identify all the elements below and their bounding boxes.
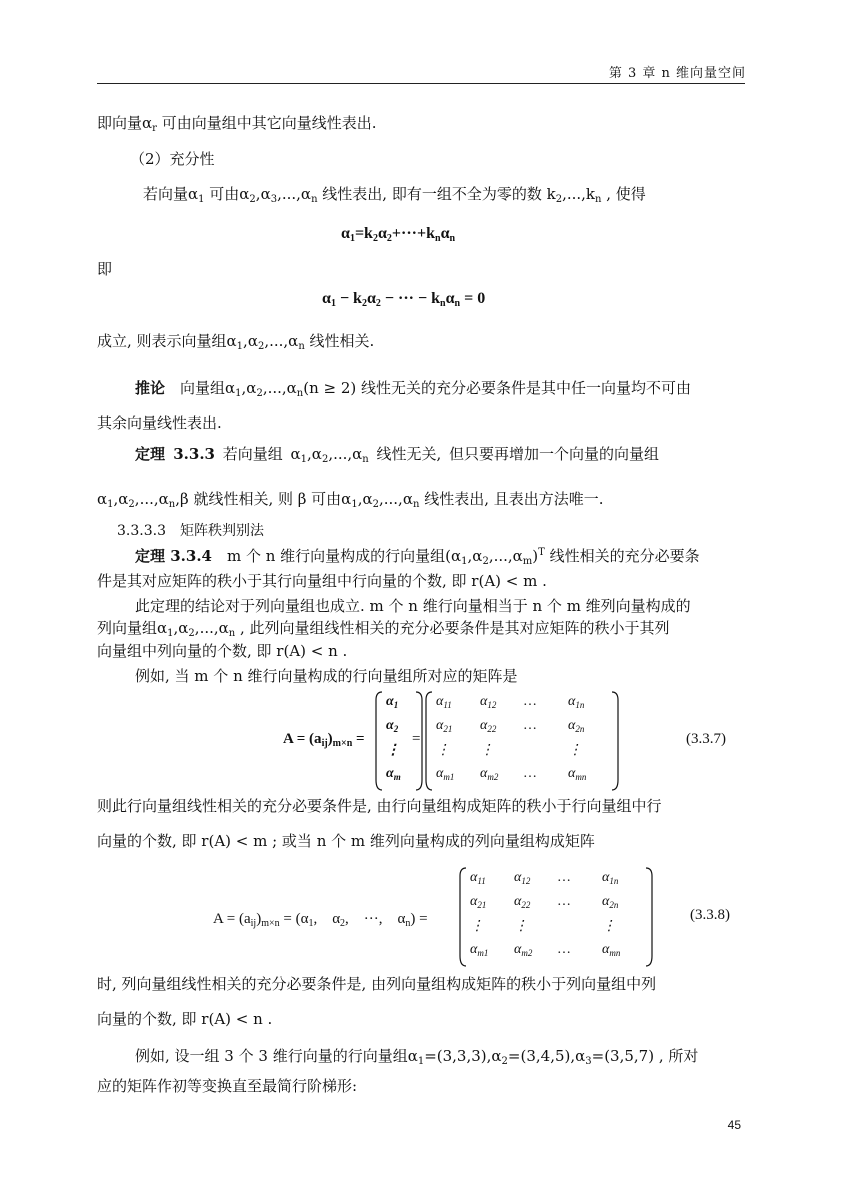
- running-header: 第 3 章 n 维向量空间: [608, 66, 746, 81]
- matrix-cell: $\alpha_{mn}$: [568, 766, 587, 782]
- equation-number: (3.3.7): [686, 731, 726, 747]
- text-line: $\alpha_1,\alpha_2,...,\alpha_n,\beta$ 就线性相关, 则 β 可由$\alpha_1,\alpha_2,...,\alpha_n$ 线性表出, 且表出方法唯一.: [97, 490, 604, 510]
- matrix-cell: $\alpha_{m1}$: [436, 766, 455, 782]
- text-line: 列向量组$\alpha_1,\alpha_2,...,\alpha_n$ , 此列向量组线性相关的充分必要条件是其对应矩阵的秩小于其列: [97, 619, 670, 639]
- matrix-cell: …: [524, 766, 537, 781]
- matrix-cell: …: [558, 942, 571, 957]
- matrix-cell: ⋮: [602, 919, 616, 934]
- matrix-cell: ⋮: [436, 743, 450, 758]
- matrix-cell: $\alpha_1$: [386, 694, 399, 710]
- matrix-cell: $\alpha_2$: [386, 718, 399, 734]
- matrix-cell: ⋮: [386, 743, 400, 758]
- bracket: [426, 692, 432, 790]
- matrix-cell: ⋮: [470, 919, 484, 934]
- matrix-cell: $\alpha_{21}$: [436, 718, 453, 734]
- text-line: 即: [97, 260, 113, 278]
- equals-sign: =: [412, 731, 421, 747]
- text-line: 其余向量线性表出.: [97, 414, 222, 432]
- text-line: 例如, 设一组 3 个 3 维行向量的行向量组$\alpha_1=(3,3,3),\alpha_2=(3,4,5),\alpha_3=(3,5,7)$ , 所对: [135, 1047, 699, 1067]
- theorem-text: 定理 3.3.4 m 个 n 维行向量构成的行向量组$(\alpha_1,\alpha_2,...,\alpha_m)^T$ 线性相关的充分必要条: [135, 547, 700, 567]
- matrix-cell: $\alpha_{12}$: [514, 870, 531, 886]
- matrix-cell: $\alpha_{m2}$: [514, 942, 533, 958]
- matrix-cell: $\alpha_{1n}$: [602, 870, 619, 886]
- text-line: 向量组中列向量的个数, 即 r(A) < n .: [97, 642, 348, 660]
- eq338-lhs: $A = (a_{ij})_{m\times n} = (\alpha_1$, $\alpha_2$, ···, $\alpha_n$) =: [213, 911, 428, 929]
- text-line: （2）充分性: [130, 150, 215, 168]
- matrix-cell: $\alpha_{m1}$: [470, 942, 489, 958]
- bracket: [376, 692, 382, 790]
- bracket: [612, 692, 618, 790]
- matrix-cell: …: [524, 718, 537, 733]
- matrix-cell: …: [558, 894, 571, 909]
- eq337-lhs: $A = (a_{ij})_{m\times n}$ =: [283, 731, 365, 749]
- text-line: 即向量$\alpha_r$ 可由向量组中其它向量线性表出.: [97, 114, 377, 134]
- matrix-cell: ⋮: [514, 919, 528, 934]
- bracket: [646, 868, 652, 966]
- matrix-cell: ⋮: [480, 743, 494, 758]
- matrix-cell: $\alpha_{11}$: [436, 694, 452, 710]
- matrix-cell: $\alpha_{11}$: [470, 870, 486, 886]
- matrix-cell: $\alpha_{mn}$: [602, 942, 621, 958]
- text-line: 向量的个数, 即 r(A) < m ; 或当 n 个 m 维列向量构成的列向量组构成矩阵: [97, 832, 595, 850]
- matrix-cell: $\alpha_{m2}$: [480, 766, 499, 782]
- text-line: 应的矩阵作初等变换直至最简行阶梯形:: [97, 1077, 358, 1095]
- matrix-cell: $\alpha_{22}$: [480, 718, 497, 734]
- equation-number: (3.3.8): [690, 907, 730, 923]
- section-heading: 3.3.3.3 矩阵秩判别法: [117, 523, 264, 539]
- text-line: 若向量$\alpha_1$ 可由$\alpha_2,\alpha_3,...,\alpha_n$ 线性表出, 即有一组不全为零的数 $k_2,...,k_n$ , 使得: [143, 185, 646, 205]
- equation-2: $\alpha_1 - k_2\alpha_2$ − ··· − $k_n\alpha_n = 0$: [322, 290, 486, 309]
- matrix-cell: $\alpha_{2n}$: [602, 894, 619, 910]
- text-line: 此定理的结论对于列向量组也成立. m 个 n 维行向量相当于 n 个 m 维列向量构成的: [135, 597, 691, 615]
- bracket: [460, 868, 466, 966]
- matrix-cell: …: [558, 870, 571, 885]
- matrix-cell: $\alpha_{22}$: [514, 894, 531, 910]
- text-line: 时, 列向量组线性相关的充分必要条件是, 由列向量组构成矩阵的秩小于列向量组中列: [97, 975, 657, 993]
- page-number: 45: [727, 1118, 741, 1132]
- matrix-cell: $\alpha_{1n}$: [568, 694, 585, 710]
- theorem-text: 定理 3.3.3 若向量组 $\alpha_1,\alpha_2,...,\alpha_n$ 线性无关, 但只要再增加一个向量的向量组: [135, 445, 660, 465]
- matrix-cell: …: [524, 694, 537, 709]
- text-line: 成立, 则表示向量组$\alpha_1,\alpha_2,...,\alpha_n$ 线性相关.: [97, 332, 375, 352]
- text-line: 则此行向量组线性相关的充分必要条件是, 由行向量组构成矩阵的秩小于行向量组中行: [97, 797, 662, 815]
- matrix-cell: $\alpha_{2n}$: [568, 718, 585, 734]
- matrix-cell: $\alpha_m$: [386, 766, 401, 782]
- corollary-text: 推论 向量组$\alpha_1,\alpha_2,...,\alpha_n(n \ge 2)$ 线性无关的充分必要条件是其中任一向量均不可由: [135, 379, 692, 399]
- matrix-cell: $\alpha_{21}$: [470, 894, 487, 910]
- matrix-cell: ⋮: [568, 743, 582, 758]
- text-line: 件是其对应矩阵的秩小于其行向量组中行向量的个数, 即 r(A) < m .: [97, 572, 547, 590]
- header-rule: [97, 83, 745, 84]
- text-line: 例如, 当 m 个 n 维行向量构成的行向量组所对应的矩阵是: [135, 667, 518, 685]
- equation-1: $\alpha_1=k_2\alpha_2+\cdot\cdot\cdot+k_n\alpha_n$: [341, 225, 456, 244]
- matrix-cell: $\alpha_{12}$: [480, 694, 497, 710]
- text-line: 向量的个数, 即 r(A) < n .: [97, 1010, 273, 1028]
